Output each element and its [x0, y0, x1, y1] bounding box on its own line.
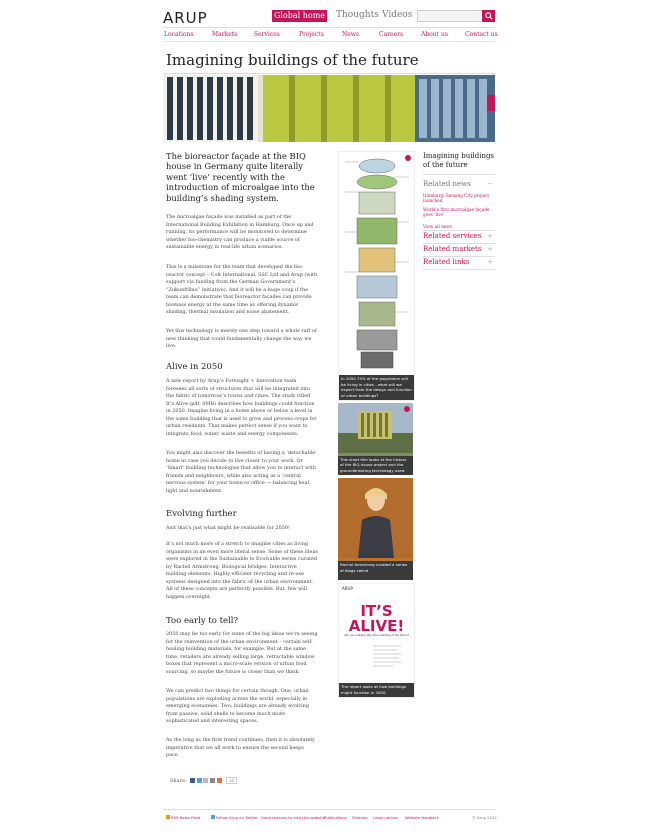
article-paragraph: The microalgae façade was installed as part of the International Building Exhibition in Hamburg. Once up and running, its performance will be monitored to determine whether bio-chemistry can produce a viable source of sustainable energy in real-life urban scenarios.: [166, 214, 314, 250]
footer-twitter-link[interactable]: Follow Arup on Twitter: [211, 815, 258, 820]
article-paragraph: We can predict two things for certain though. One, urban populations are exploding across the world, especially in emerging economies. Two, buildings are already evolving from passive, solid shells to become much more sophisticated and interesting spaces.: [166, 688, 310, 724]
report-subtitle: Can you imagine the urban building of the future?: [343, 634, 410, 637]
article-paragraph: And that’s just what might be realisable for 2050!: [166, 525, 290, 531]
article-paragraph: It’s not much more of a stretch to imagine cities as living organisms in an even more literal sense. Some of these ideas were explored in the Sustainable to Evolvable series curated by Rachel Armstrong. Biological bridges. Interactive building elements. Highly efficient recycling and re-use systems designed into the fabric of the urban environment. All of these concepts are perfectly possible. But, few will happen overnight.: [166, 541, 318, 600]
sidebar-divider: [423, 243, 495, 244]
search-button[interactable]: [482, 10, 495, 22]
share-count: 21: [226, 777, 237, 784]
photo-rachel-armstrong[interactable]: [338, 478, 413, 580]
section-heading: Evolving further: [166, 509, 237, 519]
email-icon[interactable]: [203, 778, 208, 783]
twitter-icon[interactable]: [197, 778, 202, 783]
footer-publications-link[interactable]: Publications: [324, 815, 347, 820]
nav-careers[interactable]: Careers: [379, 31, 404, 38]
search-input[interactable]: [417, 10, 485, 22]
collapse-icon[interactable]: −: [487, 180, 493, 188]
expand-icon[interactable]: [405, 155, 411, 161]
hero-image: [163, 75, 495, 142]
nav-divider: [163, 41, 495, 42]
header-divider: [163, 27, 495, 28]
footer-good-reasons-link[interactable]: Good reasons to visit this website: [261, 815, 326, 820]
sidebar-divider: [423, 269, 495, 270]
image-caption: The report looks at how buildings might function in 2050.: [339, 683, 414, 697]
article-paragraph: You might also discover the benefits of having a ‘detachable’ home in case you decide to live closer to your work. Or ‘Smart’ building technologies that allow you to interact with friends and neighbours, while also acting as a ‘central nervous system’ for your home or office — balancing heat, light and nourishment.: [166, 450, 317, 494]
news-item[interactable]: Hamburg: Sensing City project launched: [423, 193, 490, 203]
related-links-heading[interactable]: Related links +: [423, 258, 493, 266]
nav-projects[interactable]: Projects: [299, 31, 324, 38]
nav-about-us[interactable]: About us: [421, 31, 448, 38]
rss-icon: [166, 815, 170, 819]
nav-services[interactable]: Services: [254, 31, 280, 38]
tab-thoughts[interactable]: Thoughts: [336, 10, 379, 20]
title-divider: [163, 73, 495, 74]
footer-rss-link[interactable]: RSS News Feed: [166, 815, 200, 820]
building-diagram[interactable]: [338, 151, 415, 401]
section-heading: Too early to tell?: [166, 616, 239, 626]
related-news-heading[interactable]: Related news −: [423, 180, 493, 188]
search-icon: [485, 12, 493, 20]
addthis-icon[interactable]: [217, 778, 222, 783]
image-caption: In 2050 75% of the population will be living in cities - what will we expect from the design and function of urban buildings?: [339, 375, 414, 400]
share-label: Share:: [170, 778, 187, 784]
footer-copyright: © Arup 2012: [472, 815, 497, 820]
nav-news[interactable]: News: [342, 31, 360, 38]
footer-sitemap-link[interactable]: Sitemap: [352, 815, 368, 820]
expand-plus-icon[interactable]: +: [487, 245, 493, 253]
report-brand: ARUP: [342, 586, 353, 591]
page-title: Imagining buildings of the future: [166, 51, 419, 69]
sidebar-divider: [423, 174, 495, 175]
sidebar-divider: [423, 256, 495, 257]
nav-contact-us[interactable]: Contact us: [465, 31, 498, 38]
facebook-icon[interactable]: [190, 778, 195, 783]
article-paragraph: As the long as the first trend continues, then it is absolutely imperative that we all work to ensure the second keeps pace.: [166, 737, 315, 758]
article-paragraph: Yet this technology is merely one step toward a whole raft of new thinking that could fundamentally change the way we live.: [166, 328, 317, 349]
tab-global-home[interactable]: Global home: [273, 11, 326, 20]
nav-markets[interactable]: Markets: [212, 31, 238, 38]
related-services-heading[interactable]: Related services +: [423, 232, 493, 240]
news-item[interactable]: World’s first microalgae façade goes ‘live’: [423, 207, 490, 217]
expand-plus-icon[interactable]: +: [487, 258, 493, 266]
article-paragraph: 2050 may be too early for some of the big ideas we’re seeing for the reinvention of the urban environment – certain self-healing building materials, for example. But at the same time, retailers are already selling large, retractable window boxes that represent a micro-scale version of urban food sourcing, so maybe the future is closer than we think.: [166, 631, 318, 675]
print-icon[interactable]: [210, 778, 215, 783]
tab-videos[interactable]: Videos: [382, 10, 413, 20]
video-thumbnail-biq[interactable]: [338, 403, 413, 475]
article-lead: The bioreactor façade at the BIQ house in Germany quite literally went ‘live’ recently with the introduction of microalgae into the building’s shading system.: [166, 151, 315, 203]
section-heading: Alive in 2050: [166, 362, 223, 372]
report-cover[interactable]: [338, 583, 415, 698]
twitter-small-icon: [211, 815, 215, 819]
sidebar-title: Imagining buildings of the future: [423, 152, 495, 169]
sidebar-divider: [423, 230, 495, 231]
play-icon[interactable]: [404, 406, 410, 412]
image-caption: Rachel Armstrong curated a series of blogs called: [338, 561, 413, 580]
article-paragraph: This is a milestone for the team that developed the bio-reactor concept – Colt International, SSC Ltd and Arup (with support via funding from the German Government’s “ZukunftBau” initiative). And it will be a huge coup if the team can demonstrate that bioreactor façades can provide biomass energy at the same time as offering dynamic shading, thermal insulation and noise abatement.: [166, 264, 318, 315]
footer-legal-notices-link[interactable]: Legal notices: [373, 815, 399, 820]
expand-plus-icon[interactable]: +: [487, 232, 493, 240]
view-all-news-link[interactable]: View all news: [423, 224, 453, 229]
report-title: IT’S ALIVE!: [348, 602, 405, 635]
report-text-block: [373, 644, 401, 674]
share-bar: [170, 777, 237, 784]
arup-logo[interactable]: ARUP: [163, 9, 208, 27]
article-paragraph: A new report by Arup’s Foresight + Innovation team foresees all sorts of structures that will be integrated into the fabric of tomorrow’s towns and cities. The study titled It’s Alive (pdf, 8MB) describes how buildings could function in 2050. Imagine living in a home above or below a level in the same building that is used to grow and process crops for urban residents. That makes perfect sense if you want to integrate food, water, waste and energy components.: [166, 378, 317, 437]
footer-feedback-link[interactable]: Website feedback: [405, 815, 439, 820]
nav-locations[interactable]: Locations: [164, 31, 194, 38]
related-markets-heading[interactable]: Related markets +: [423, 245, 493, 253]
footer-divider: [163, 809, 495, 810]
image-caption: This short film looks at the history of the BIQ house project and the groundbreaking technology used.: [338, 456, 413, 475]
